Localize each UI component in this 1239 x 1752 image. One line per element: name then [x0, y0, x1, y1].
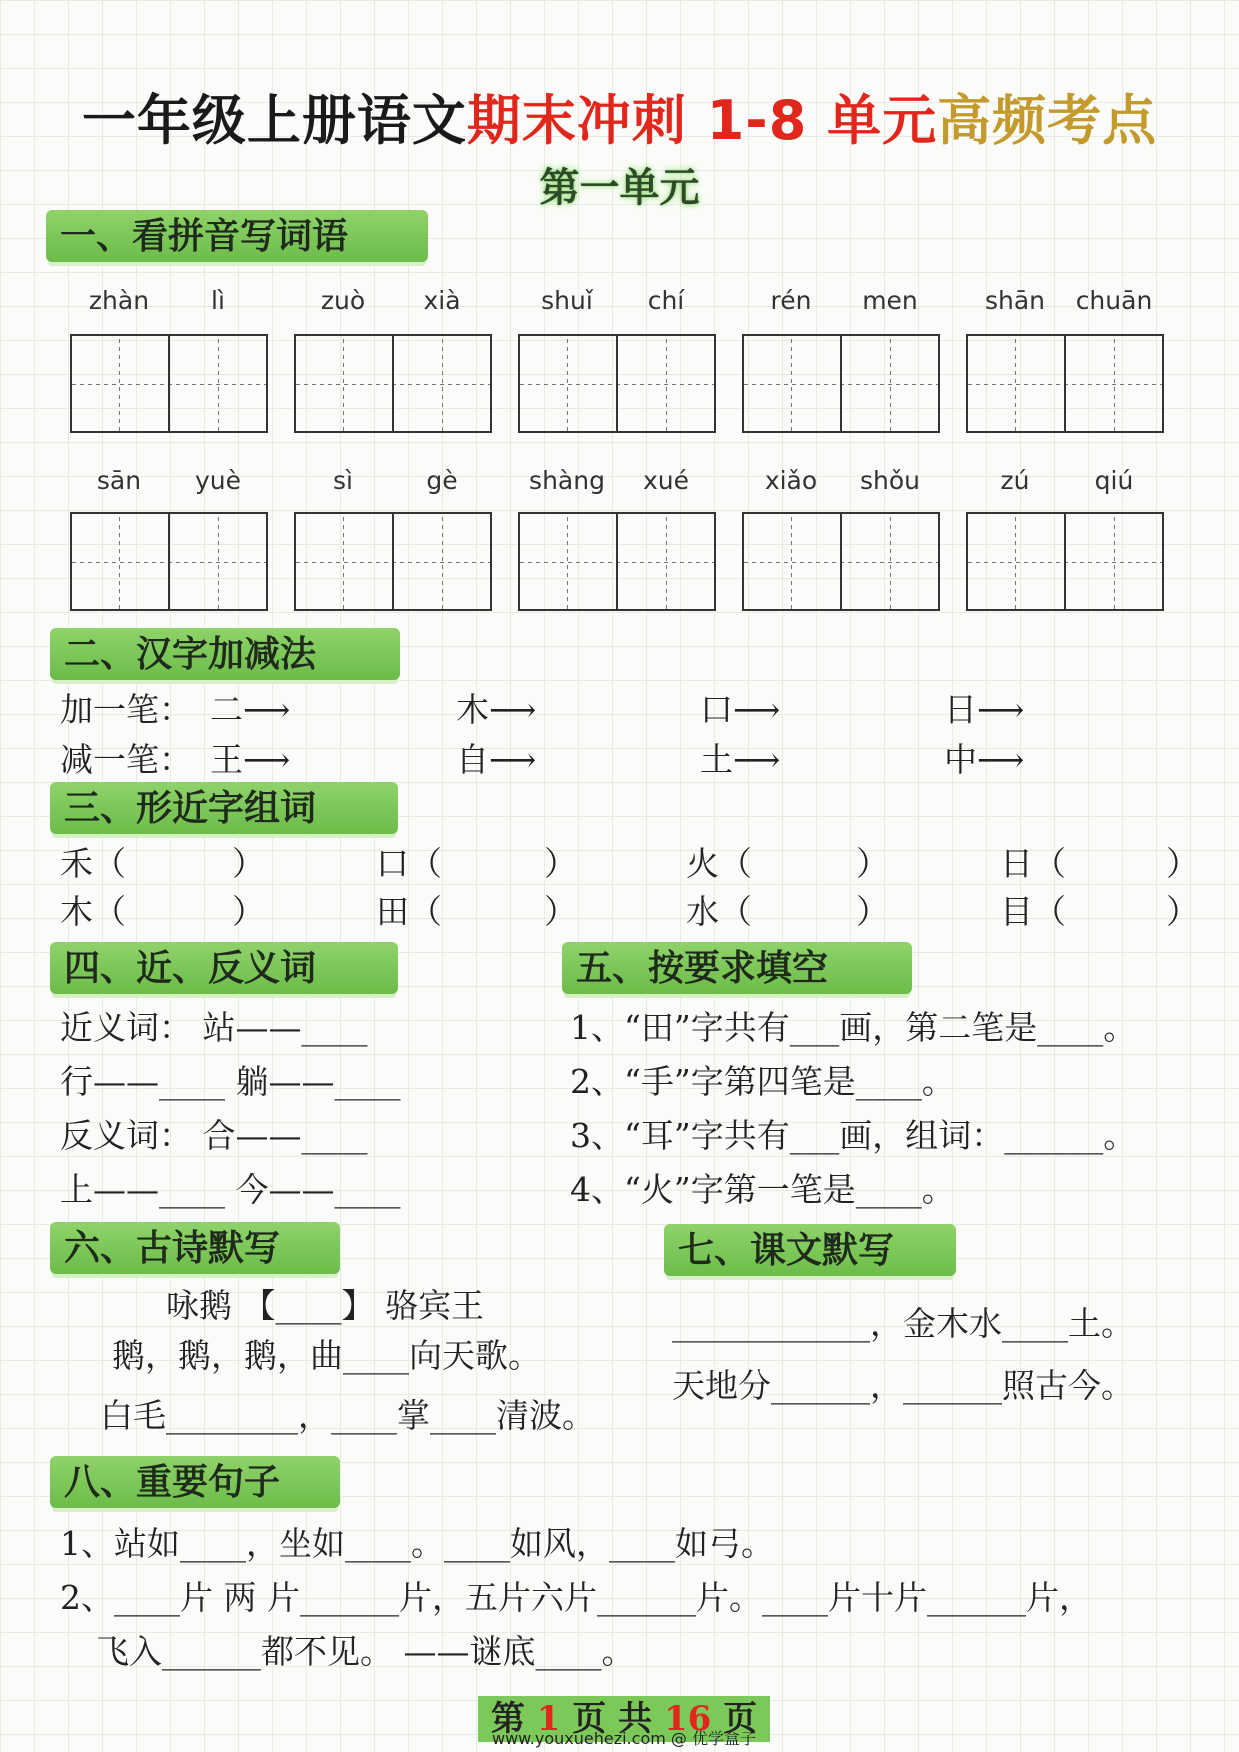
word-item: 目（	[1000, 892, 1066, 931]
total-pages: 16	[663, 1699, 712, 1739]
pinyin-label: xué	[642, 466, 690, 495]
word-item: 火（	[686, 844, 752, 883]
synonym-line: 行——____ 躺——____	[60, 1062, 401, 1101]
section5-heading: 五、按要求填空	[562, 942, 912, 994]
poem-title: 咏鹅 【____】 骆宾王	[166, 1286, 484, 1325]
pinyin-label: zuò	[320, 286, 366, 315]
section6-heading: 六、古诗默写	[50, 1222, 340, 1274]
pinyin-label: xiǎo	[764, 466, 818, 495]
paren: ）	[232, 892, 265, 931]
sub-item: 王⟶	[210, 740, 291, 779]
pinyin-label: sān	[96, 466, 142, 495]
add-item: 日⟶	[944, 690, 1025, 729]
add-item: 二⟶	[210, 690, 291, 729]
pinyin-label: shǒu	[859, 466, 920, 495]
pinyin-label: chí	[647, 286, 685, 315]
page-suffix: 页	[723, 1699, 758, 1739]
fill-line: 3、“耳”字共有___画，组词：______。	[570, 1116, 1137, 1155]
recite-line: ____________，金木水____土。	[672, 1304, 1134, 1343]
sub-item: 土⟶	[700, 740, 781, 779]
pinyin-label: gè	[426, 466, 458, 495]
fill-line: 2、“手”字第四笔是____。	[570, 1062, 955, 1101]
section1-heading: 一、看拼音写词语	[46, 210, 428, 262]
title-part1: 一年级上册语文	[81, 89, 467, 152]
word-item: 水（	[686, 892, 752, 931]
paren: ）	[1166, 892, 1199, 931]
paren: ）	[856, 892, 889, 931]
pinyin-label: shuǐ	[541, 286, 593, 315]
pinyin-label: shàng	[529, 466, 605, 495]
section3-heading: 三、形近字组词	[50, 782, 398, 834]
pinyin-label: yuè	[194, 466, 242, 495]
pinyin-label: qiú	[1094, 466, 1134, 495]
word-item: 口（	[376, 844, 442, 883]
sentence-line: 1、站如____，坐如____。____如风，____如弓。	[60, 1524, 774, 1563]
writing-box[interactable]	[294, 512, 492, 611]
page-title	[0, 78, 1239, 155]
word-item: 田（	[376, 892, 442, 931]
pinyin-label: sì	[333, 466, 353, 495]
fill-line: 1、“田”字共有___画，第二笔是____。	[570, 1008, 1137, 1047]
writing-box[interactable]	[518, 334, 716, 433]
paren: ）	[1166, 844, 1199, 883]
section8-heading: 八、重要句子	[50, 1456, 340, 1508]
pinyin-label: shān	[984, 286, 1046, 315]
add-item: 口⟶	[700, 690, 781, 729]
paren: ）	[544, 844, 577, 883]
pinyin-label: zhàn	[88, 286, 150, 315]
sub-item: 中⟶	[944, 740, 1025, 779]
pinyin-label: chuān	[1075, 286, 1153, 315]
word-item: 日（	[1000, 844, 1066, 883]
writing-box[interactable]	[70, 512, 268, 611]
sentence-line: 飞入______都不见。 ——谜底____。	[96, 1632, 635, 1671]
writing-box[interactable]	[742, 334, 940, 433]
sub-label: 减一笔：	[60, 740, 192, 779]
add-item: 木⟶	[456, 690, 537, 729]
title-part2: 期末冲刺 1-8 单元	[466, 89, 938, 152]
title-part3: 高频考点	[937, 89, 1158, 152]
recite-line: 天地分______，______照古今。	[672, 1366, 1134, 1405]
word-item: 木（	[60, 892, 126, 931]
poem-line: 鹅，鹅，鹅，曲____向天歌。	[112, 1336, 541, 1375]
pinyin-label: rén	[770, 286, 812, 315]
pinyin-label: xià	[423, 286, 461, 315]
writing-box[interactable]	[966, 334, 1164, 433]
pinyin-label: lì	[211, 286, 225, 315]
unit-title: 第一单元	[539, 164, 700, 211]
sentence-line: 2、____片 两 片______片，五片六片______片。____片十片______片，	[60, 1578, 1092, 1617]
section7-heading: 七、课文默写	[664, 1224, 956, 1276]
sub-item: 自⟶	[456, 740, 537, 779]
paren: ）	[232, 844, 265, 883]
page-prefix: 第	[490, 1699, 525, 1739]
writing-box[interactable]	[70, 334, 268, 433]
pinyin-label: zú	[1000, 466, 1030, 495]
writing-box[interactable]	[966, 512, 1164, 611]
fill-line: 4、“火”字第一笔是____。	[570, 1170, 955, 1209]
paren: ）	[856, 844, 889, 883]
page-mid: 页 共	[572, 1699, 653, 1739]
writing-box[interactable]	[518, 512, 716, 611]
antonym-line: 反义词： 合——____	[60, 1116, 368, 1155]
add-label: 加一笔：	[60, 690, 192, 729]
footer-url: www.youxuehezi.com @ 优学盒子	[492, 1729, 756, 1748]
section2-heading: 二、汉字加减法	[50, 628, 400, 680]
writing-box[interactable]	[294, 334, 492, 433]
poem-line: 白毛________，____掌____清波。	[100, 1396, 595, 1435]
current-page: 1	[536, 1699, 561, 1739]
synonym-line: 近义词： 站——____	[60, 1008, 368, 1047]
pinyin-label: men	[862, 286, 918, 315]
writing-box[interactable]	[742, 512, 940, 611]
word-item: 禾（	[60, 844, 126, 883]
section4-heading: 四、近、反义词	[50, 942, 398, 994]
antonym-line: 上——____ 今——____	[60, 1170, 401, 1209]
paren: ）	[544, 892, 577, 931]
